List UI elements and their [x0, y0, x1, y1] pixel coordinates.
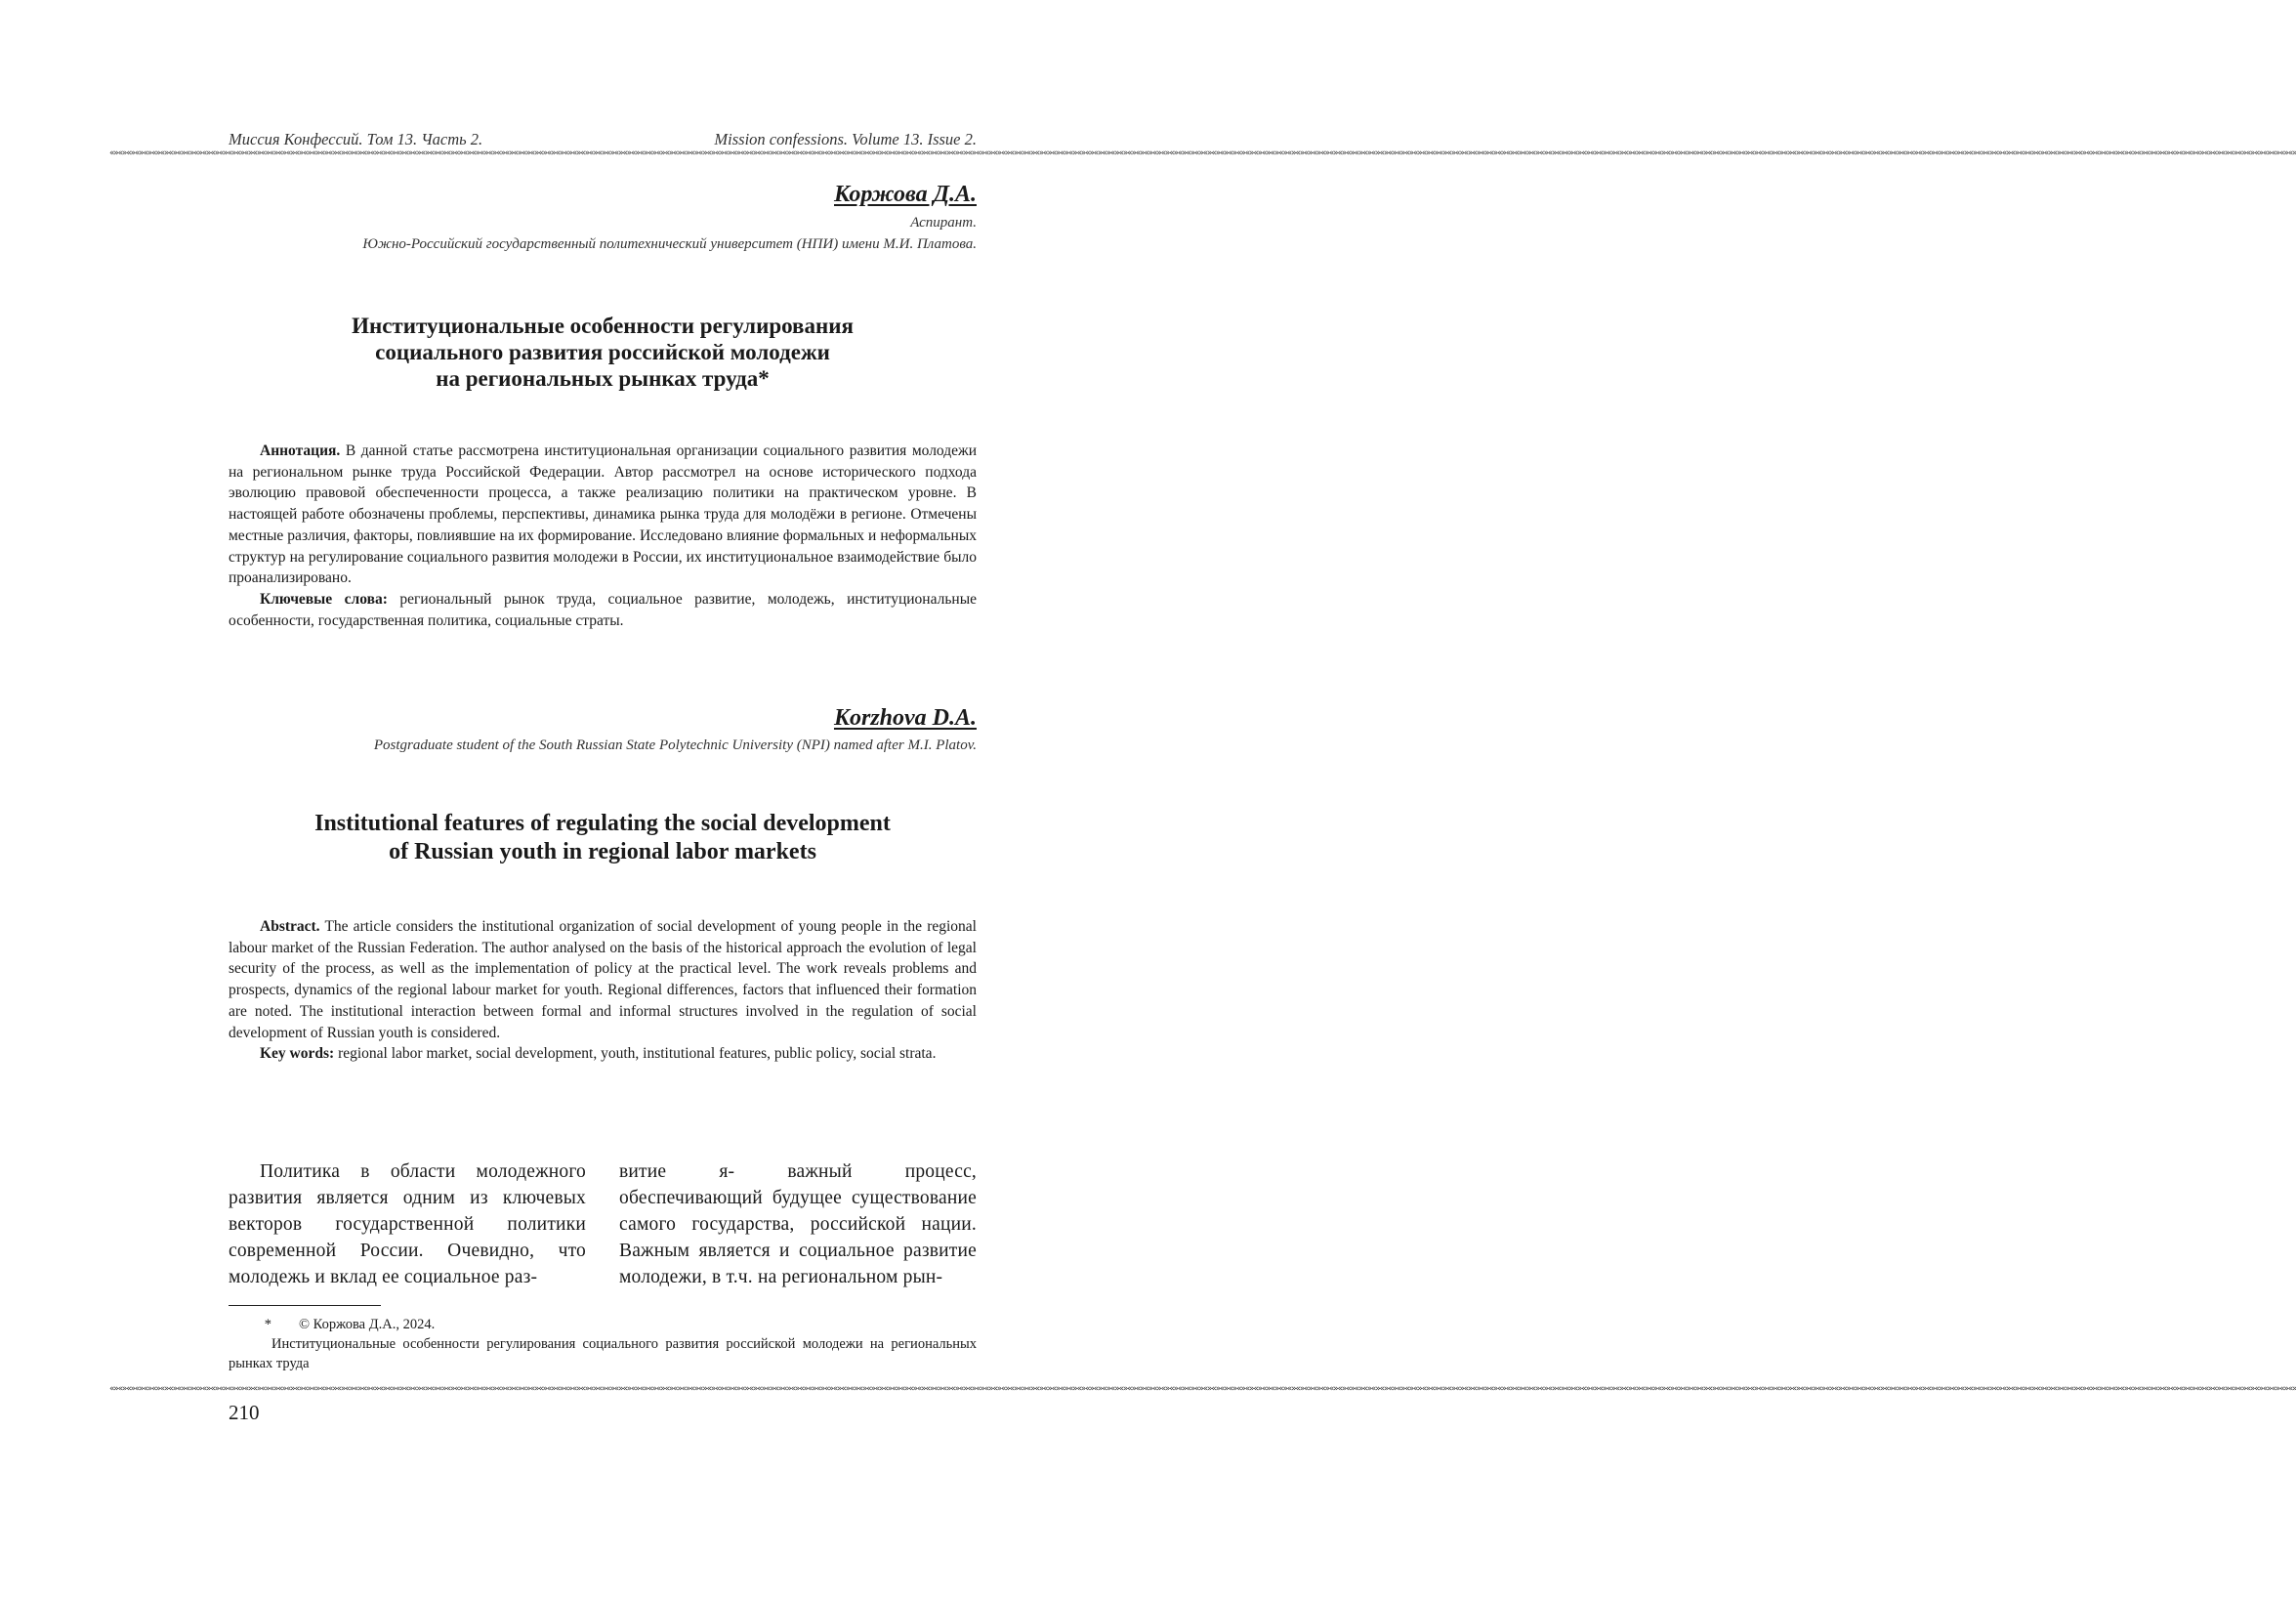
abstract-label: Аннотация. — [260, 442, 341, 459]
title-line: of Russian youth in regional labor markets — [389, 839, 816, 864]
author-name-en: Korzhova D.A. — [833, 705, 977, 731]
keywords-label: Ключевые слова: — [260, 590, 388, 608]
keywords-paragraph — [229, 1043, 977, 1065]
footnote-body: Институциональные особенности регулирования социального развития российской молодежи на региональных рынках труда — [229, 1336, 977, 1371]
footnote-text — [229, 1334, 977, 1373]
footnote-copyright-line — [229, 1315, 977, 1334]
keywords-text: regional labor market, social development, youth, institutional features, public policy, social strata. — [338, 1045, 937, 1063]
running-head-right: Mission confessions. Volume 13. Issue 2. — [714, 130, 977, 148]
ornament-rule-bottom: «»«»«»«»«»«»«»«»«»«»«»«»«»«»«»«»«»«»«»«»«»«»«»«»«»«»«»«»«»«»«»«»«»«»«»«»«»«»«»«»«»«»«»«»«»«»«»«»«»«»«»«»«»«»«»«»«»«»«»«»«»«»«»«»«»«»«»«»«»«»«»«»«»«»«»«»«»«»«»«»«»«»«»«»«»«»«»«»«»«»«»«»«»«»«»«»«»«»«»«»«»«»«»«»«»«»«»«»«»«»«»«»«»«»«»«»«»«»«»«»«»«»«»«»«»«»«»«»«»«»«»«»«»«»«»«»«»«»«»«»«»«»«»«»«»«»«»«»«»«»«»«»«»«»«»«»«»«»«»«»«»«»«»«»«»«»«»«»«»«»«»«»«»«»«»«»«»«»«»«»«»«»«»«»«»«»«»«»«»«»«»«»«»«»«»«»«»«»«»«»«»«»«»«»«»«»«»«»«»«»«»«»«»«»«»«»«»«»«»«»«»«»«»«»«»«»«»«»«»«»«»«»«»«»«»«»«»«»«»«»«»«»«»«»«»«»«»«»«»«»«»«»«»«»«»«»«»«»«»«» — [109, 1384, 2296, 1394]
abstract-label: Abstract. — [260, 918, 320, 935]
abstract-ru — [229, 441, 977, 631]
keywords-label: Key words: — [260, 1045, 335, 1063]
footnote-separator — [229, 1305, 381, 1306]
page-number: 210 — [229, 1401, 260, 1424]
abstract-paragraph — [229, 916, 977, 1043]
author-affiliation-en: Postgraduate student of the South Russian State Polytechnic University (NPI) named after M.I. Platov. — [373, 737, 977, 753]
author-affiliation-ru: Южно-Российский государственный политехнический университет (НПИ) имени М.И. Платова. — [362, 236, 977, 252]
title-line: на региональных рынках труда* — [436, 366, 770, 391]
body-text-left-column: Политика в области молодежного развития является одним из ключевых векторов государственной политики современной России. Очевидно, что молодежь и вклад ее социальное раз- — [229, 1161, 586, 1287]
title-line: Institutional features of regulating the social development — [314, 811, 891, 836]
title-line: социального развития российской молодежи — [375, 340, 830, 364]
author-position-ru: Аспирант. — [910, 215, 977, 231]
ornament-rule-top: «»«»«»«»«»«»«»«»«»«»«»«»«»«»«»«»«»«»«»«»«»«»«»«»«»«»«»«»«»«»«»«»«»«»«»«»«»«»«»«»«»«»«»«»«»«»«»«»«»«»«»«»«»«»«»«»«»«»«»«»«»«»«»«»«»«»«»«»«»«»«»«»«»«»«»«»«»«»«»«»«»«»«»«»«»«»«»«»«»«»«»«»«»«»«»«»«»«»«»«»«»«»«»«»«»«»«»«»«»«»«»«»«»«»«»«»«»«»«»«»«»«»«»«»«»«»«»«»«»«»«»«»«»«»«»«»«»«»«»«»«»«»«»«»«»«»«»«»«»«»«»«»«»«»«»«»«»«»«»«»«»«»«»«»«»«»«»«»«»«»«»«»«»«»«»«»«»«»«»«»«»«»«»«»«»«»«»«»«»«»«»«»«»«»«»«»«»«»«»«»«»«»«»«»«»«»«»«»«»«»«»«»«»«»«»«»«»«»«»«»«»«»«»«»«»«»«»«»«»«»«»«»«»«»«»«»«»«»«»«»«»«»«»«»«»«»«»«»«»«»«»«»«»«»«»«»«»«»«»«» — [109, 148, 2296, 158]
article-title-ru — [229, 313, 977, 392]
abstract-text: В данной статье рассмотрена институциональная организации социального развития молодежи на региональном рынке труда Российской Федерации. Автор рассмотрел на основе исторического подхода эволюцию правовой обеспеченности процесса, а также реализацию политики на практическом уровне. В настоящей работе обозначены проблемы, перспективы, динамика рынка труда для молодёжи в регионе. Отмечены местные различия, факторы, повлиявшие на их формирование. Исследовано влияние формальных и неформальных структур на регулирование социального развития молодежи в России, их институциональное взаимодействие было проанализировано. — [229, 442, 977, 587]
author-name-ru: Коржова Д.А. — [834, 182, 977, 207]
body-text-right-column: витие я- важный процесс, обеспечивающий будущее существование самого государства, российской нации. Важным является и социальное развитие молодежи, в т.ч. на региональном рын- — [619, 1161, 977, 1287]
abstract-en — [229, 916, 977, 1065]
abstract-text: The article considers the institutional organization of social development of young people in the regional labour market of the Russian Federation. The author analysed on the basis of the historical approach the evolution of legal security of the process, as well as the implementation of policy at the practical level. The work reveals problems and prospects, dynamics of the regional labour market for youth. Regional differences, factors that influenced their formation are noted. The institutional interaction between formal and informal structures involved in the regulation of social development of Russian youth is considered. — [229, 918, 977, 1041]
abstract-paragraph — [229, 441, 977, 589]
keywords-paragraph — [229, 589, 977, 631]
footnote-copyright: © Коржова Д.А., 2024. — [299, 1317, 436, 1332]
article-title-en — [229, 810, 977, 866]
running-head-left: Миссия Конфессий. Том 13. Часть 2. — [229, 130, 483, 148]
footnote-mark: * — [264, 1317, 271, 1332]
keywords-text: региональный рынок труда, социальное развитие, молодежь, институциональные особенности, государственная политика, социальные страты. — [229, 590, 977, 629]
title-line: Институциональные особенности регулирования — [352, 314, 854, 338]
